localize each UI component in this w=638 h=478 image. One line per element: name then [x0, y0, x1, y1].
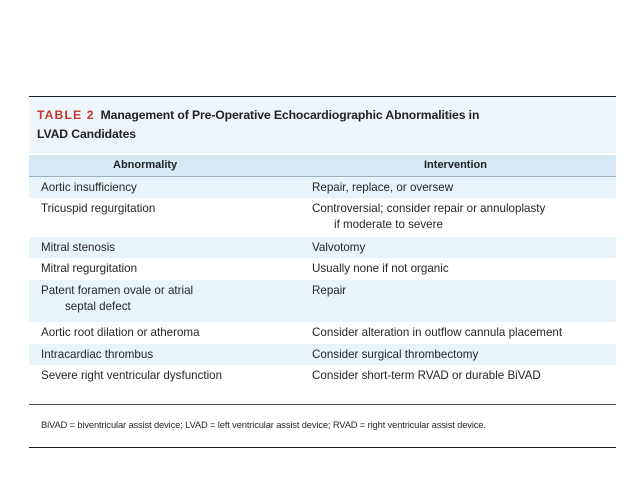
abnormality-cell	[41, 201, 301, 217]
intervention-text: Valvotomy	[312, 241, 366, 254]
abnormality-cell	[41, 325, 301, 341]
table-row	[29, 258, 616, 280]
table-row	[29, 198, 616, 237]
abnormality-cell	[41, 347, 301, 363]
table-title-text: Management of Pre-Operative Echocardiographic Abnormalities in	[100, 108, 480, 122]
table-row	[29, 365, 616, 387]
column-header-intervention: Intervention	[424, 159, 487, 171]
intervention-cell	[312, 325, 612, 341]
abnormality-text: septal defect	[65, 300, 131, 313]
table-row	[29, 344, 616, 365]
table-header-row	[29, 155, 616, 177]
table-title-line-2: LVAD Candidates	[37, 127, 136, 141]
intervention-text: Consider alteration in outflow cannula placement	[312, 326, 563, 339]
table-caption	[29, 97, 616, 153]
abnormality-text: Mitral regurgitation	[41, 262, 138, 275]
intervention-cell	[312, 180, 612, 196]
abnormality-text: Tricuspid regurgitation	[41, 202, 156, 215]
management-table	[29, 96, 616, 448]
table-row	[29, 280, 616, 322]
table-row	[29, 322, 616, 344]
table-footnote: BiVAD = biventricular assist device; LVAD = left ventricular assist device; RVAD = right ventricular assist device.	[41, 419, 486, 430]
intervention-text: Repair	[312, 284, 347, 297]
table-row	[29, 237, 616, 258]
abnormality-cell	[41, 261, 301, 277]
abnormality-text: Aortic insufficiency	[41, 181, 137, 194]
abnormality-cell	[41, 368, 301, 384]
table-label: TABLE 2	[37, 108, 95, 122]
abnormality-text: Patent foramen ovale or atrial	[41, 284, 194, 297]
intervention-cell	[312, 240, 612, 256]
table-row	[29, 177, 616, 198]
intervention-text: Consider surgical thrombectomy	[312, 348, 479, 361]
abnormality-text: Aortic root dilation or atheroma	[41, 326, 200, 339]
intervention-text: Usually none if not organic	[312, 262, 449, 275]
abnormality-cell	[41, 180, 301, 196]
intervention-cell	[312, 283, 612, 299]
intervention-cell	[312, 368, 612, 384]
column-header-abnormality: Abnormality	[113, 159, 178, 171]
intervention-text: if moderate to severe	[334, 218, 443, 231]
abnormality-text: Severe right ventricular dysfunction	[41, 369, 223, 382]
footnote-divider	[29, 404, 616, 405]
intervention-cell	[312, 347, 612, 363]
intervention-cell	[312, 261, 612, 277]
table-title-line-1	[37, 108, 479, 122]
abnormality-text: Mitral stenosis	[41, 241, 116, 254]
abnormality-cell	[41, 240, 301, 256]
intervention-text: Controversial; consider repair or annuloplasty	[312, 202, 546, 215]
intervention-text: Repair, replace, or oversew	[312, 181, 454, 194]
intervention-cell	[312, 201, 612, 233]
abnormality-cell	[41, 283, 301, 315]
intervention-text: Consider short-term RVAD or durable BiVAD	[312, 369, 541, 382]
abnormality-text: Intracardiac thrombus	[41, 348, 154, 361]
